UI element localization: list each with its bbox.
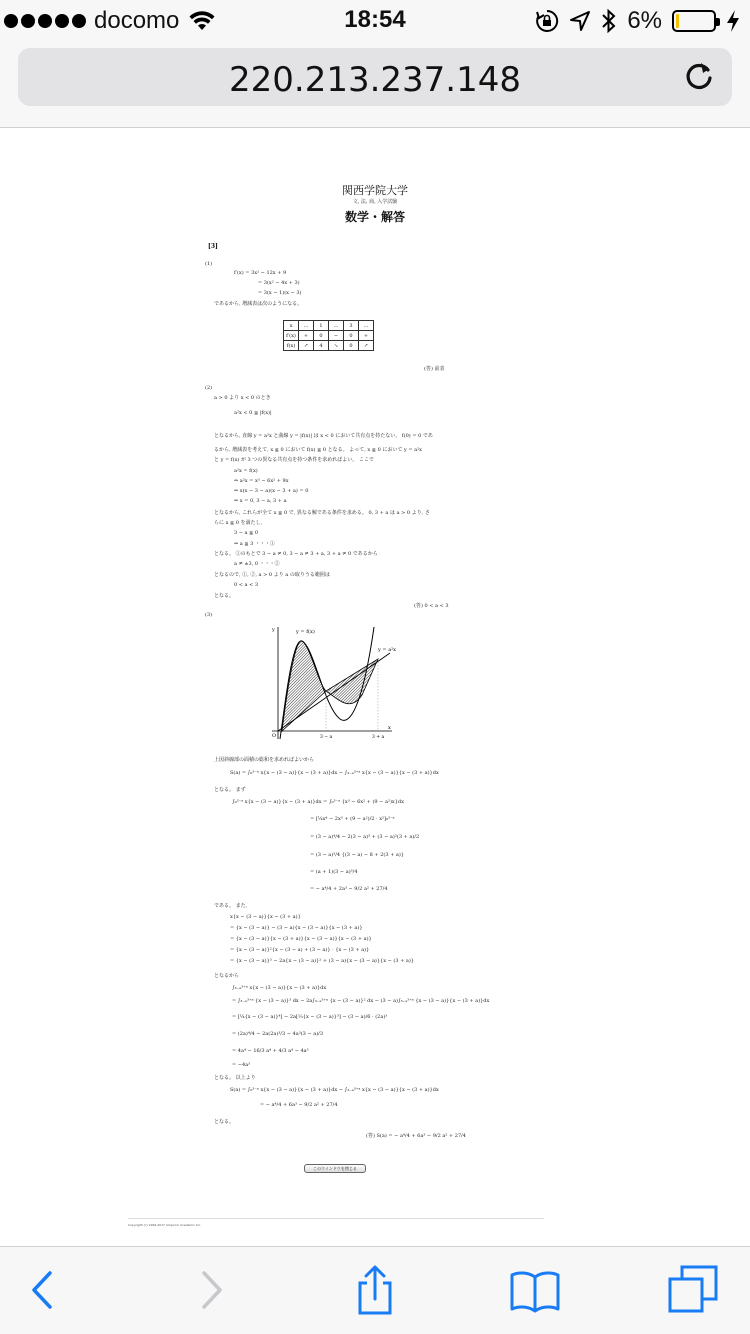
part2-line: a²x < 0 ≦ |f(x)| — [234, 410, 272, 416]
page-title: 数学・解答 — [344, 210, 405, 224]
footer-divider — [128, 1218, 544, 1219]
part3-line: 上図斜線部の面積の総和を求めればよいから — [214, 757, 315, 763]
part3-line: ∫₃₋ₐ³⁺ᵃ x{x − (3 − a)}{x − (3 + a)}dx — [232, 985, 327, 991]
part3-line: = (3 − a)⁴/4 − 2(3 − a)³ + (3 − a)²(3 + a)/2 — [310, 834, 420, 840]
table-cell: ↗ — [299, 341, 314, 351]
part2-line: ⇔ x(x − 3 − a)(x − 3 + a) = 0 — [234, 488, 309, 494]
address-bar[interactable] — [18, 48, 732, 106]
problem-number: [3] — [208, 243, 218, 250]
part2-line: となるから, 直線 y = a²x と曲線 y = |f(x)| は x < 0 において共有点を持たない。 f(0) = 0 であ — [214, 433, 433, 439]
part3-line: = {x − (3 − a)} − (3 − a){x − (3 − a)}{x − (3 + a)} — [230, 925, 363, 931]
carrier-name: docomo — [94, 7, 180, 34]
x-axis-label: x — [388, 725, 391, 731]
table-cell: f(x) — [284, 341, 299, 351]
table-header-cell: x — [284, 321, 299, 331]
bookmarks-icon[interactable] — [510, 1265, 560, 1315]
shaded-region-right — [326, 659, 378, 704]
part2-line: るから, 増減表を考えて, x ≧ 0 において f(x) ≧ 0 となる。 よって, x ≧ 0 において y = a²x — [214, 447, 422, 453]
university-title: 関西学院大学 — [342, 184, 408, 197]
back-icon[interactable] — [18, 1265, 68, 1315]
table-cell: ↗ — [359, 341, 374, 351]
part3-line: = {x − (3 − a)}³ − 2a{x − (3 − a)}² + (3 − a){x − (3 − a)}{x − (3 + a)} — [230, 958, 415, 964]
part2-label: (2) — [205, 385, 213, 391]
y-axis-label: y — [272, 627, 275, 633]
part2-line: となるから, これらが全て x ≧ 0 で, 異なる解である条件を求める。 0, 3 + a は a > 0 より, さ — [214, 510, 430, 516]
reload-icon[interactable] — [682, 60, 716, 94]
part1-line: f′(x) = 3x² − 12x + 9 — [234, 270, 287, 276]
part2-line: 0 < a < 3 — [234, 582, 259, 588]
copyright: Copyright (c) 1999-2017 Ampcom Academic Inc. — [128, 1223, 202, 1227]
table-header-cell: 1 — [314, 321, 329, 331]
table-cell: 0 — [344, 341, 359, 351]
part2-line: らに x ≧ 0 を満たし, — [214, 520, 263, 526]
table-cell: ↘ — [329, 341, 344, 351]
bluetooth-icon — [601, 8, 617, 34]
part3-line: = 4a⁴ − 16/3 a⁴ + 4/3 a⁴ − 4a³ — [232, 1048, 309, 1054]
part3-line: = [¼x⁴ − 2x³ + (9 − a²)/2 · x²]₀³⁻ᵃ — [310, 816, 395, 822]
area-graph — [266, 623, 396, 741]
tabs-icon[interactable] — [668, 1265, 718, 1315]
forward-icon[interactable] — [186, 1265, 236, 1315]
part2-line: ⇔ x = 0, 3 − a, 3 + a — [234, 498, 287, 504]
curve-label: y = f(x) — [296, 629, 315, 635]
battery-icon — [672, 10, 716, 32]
part3-line: となる。 まず — [214, 787, 246, 793]
battery-percent: 6% — [627, 7, 662, 34]
battery-level-fill — [676, 14, 679, 28]
part2-line: ⇔ a²x = x³ − 6x² + 9x — [234, 478, 289, 484]
part3-line: となるから — [214, 973, 240, 979]
part3-line: = − a⁴/4 + 2a³ − 9/2 a² + 27/4 — [310, 886, 388, 892]
x-tick-3-plus-a: 3 + a — [372, 735, 385, 740]
web-page — [0, 128, 750, 1246]
part3-line: = {x − (3 − a)}²{x − (3 − a) + (3 − a)} · {x − (3 + a)} — [230, 947, 370, 953]
part3-answer: (答) S(a) = − a⁴/4 + 6a³ − 9/2 a² + 27/4 — [366, 1133, 466, 1139]
part2-line: ⇔ a ≦ 3 ・・・① — [234, 541, 275, 547]
origin-label: O — [272, 733, 277, 739]
table-cell: + — [299, 331, 314, 341]
part2-line: a > 0 より x < 0 のとき — [214, 395, 271, 401]
table-cell: − — [329, 331, 344, 341]
table-header-cell: 3 — [344, 321, 359, 331]
shaded-region-left — [282, 641, 326, 731]
status-bar — [0, 0, 750, 40]
share-icon[interactable] — [350, 1265, 400, 1315]
part3-line: = (3 − a)³/4 {(3 − a) − 8 + 2(3 + a)} — [310, 852, 404, 858]
part1-line: = 3(x − 1)(x − 3) — [258, 290, 302, 296]
part3-line: である。 また, — [214, 903, 248, 909]
table-cell: 0 — [314, 331, 329, 341]
exam-subtitle: 文, 法, 商, 入学試験 — [352, 199, 398, 205]
part3-line: となる。 以上より — [214, 1075, 256, 1081]
part3-line: = (a + 1)(3 − a)³/4 — [310, 869, 358, 875]
browser-chrome — [0, 40, 750, 128]
table-header-cell: … — [359, 321, 374, 331]
table-header-cell: … — [299, 321, 314, 331]
part1-line: であるから, 増減表は次のようになる。 — [214, 301, 303, 307]
url-text[interactable]: 220.213.237.148 — [228, 60, 521, 100]
orientation-lock-icon — [535, 9, 559, 33]
part1-answer: (答) 前表 — [424, 366, 445, 372]
part3-line: = {x − (3 − a)}{x − (3 + a)}{x − (3 − a)}{x − (3 + a)} — [230, 936, 372, 942]
part3-line: = ∫₃₋ₐ³⁺ᵃ {x − (3 − a)}³ dx − 2a∫₃₋ₐ³⁺ᵃ {x − (3 − a)}² dx − (3 − a)∫₃₋ₐ³⁺ᵃ {x − (3 − a)}{x − (3 + a)}dx — [232, 998, 490, 1004]
part3-line: = [¼{x − (3 − a)}⁴] − 2a[⅓{x − (3 − a)}³] − (3 − a)/6 · (2a)³ — [232, 1014, 388, 1020]
x-tick-3-minus-a: 3 − a — [320, 735, 333, 740]
line-label: y = a²x — [378, 647, 396, 653]
part2-line: となる。 ①のもとで 3 − a ≠ 0, 3 − a ≠ 3 + a, 3 + a ≠ 0 であるから — [214, 551, 378, 557]
part3-line: = −4a³ — [232, 1062, 251, 1068]
table-header-cell: … — [329, 321, 344, 331]
browser-toolbar — [0, 1246, 750, 1334]
charging-bolt-icon — [726, 9, 740, 33]
part3-line: となる。 — [214, 1119, 235, 1125]
table-cell: + — [359, 331, 374, 341]
part3-line: = − a⁴/4 + 6a³ − 9/2 a² + 27/4 — [260, 1102, 338, 1108]
part2-line: a ≠ ±3, 0 ・・・② — [234, 561, 280, 567]
part2-line: となる。 — [214, 593, 235, 599]
part1-line: = 3(x² − 4x + 3) — [258, 280, 300, 286]
part2-line: 3 − a ≧ 0 — [234, 530, 259, 536]
table-cell: 4 — [314, 341, 329, 351]
part3-line: x{x − (3 − a)}{x − (3 + a)} — [230, 914, 301, 920]
variation-table — [283, 320, 374, 351]
part3-line: = (2a)⁴/4 − 2a(2a)³/3 − 4a³(3 − a)/3 — [232, 1031, 324, 1037]
part2-line: となるので, ①, ②, a > 0 より a の取りうる範囲は — [214, 572, 330, 578]
part3-line: S(a) = ∫₀³⁻ᵃ x{x − (3 − a)}{x − (3 + a)}dx − ∫₃₋ₐ³⁺ᵃ x{x − (3 − a)}{x − (3 + a)}dx — [230, 1087, 439, 1093]
part2-line: a²x = f(x) — [234, 468, 258, 474]
clock: 18:54 — [344, 6, 406, 33]
table-cell: f′(x) — [284, 331, 299, 341]
part2-line: と y = f(x) が 3 つの異なる共有点を持つ条件を求めればよい。 ここで — [214, 457, 374, 463]
part1-label: (1) — [205, 261, 213, 267]
location-icon — [569, 10, 591, 32]
close-window-button[interactable]: このウインドウを閉じる — [304, 1164, 366, 1173]
part3-line: ∫₀³⁻ᵃ x{x − (3 − a)}{x − (3 + a)}dx = ∫₀³⁻ᵃ {x³ − 6x² + (9 − a²)x}dx — [232, 799, 404, 805]
table-cell: 0 — [344, 331, 359, 341]
part2-answer: (答) 0 < a < 3 — [414, 603, 449, 609]
part3-label: (3) — [205, 612, 213, 618]
part3-line: S(a) = ∫₀³⁻ᵃ x{x − (3 − a)}{x − (3 + a)}dx − ∫₃₋ₐ³⁺ᵃ x{x − (3 − a)}{x − (3 + a)}dx — [230, 770, 439, 776]
